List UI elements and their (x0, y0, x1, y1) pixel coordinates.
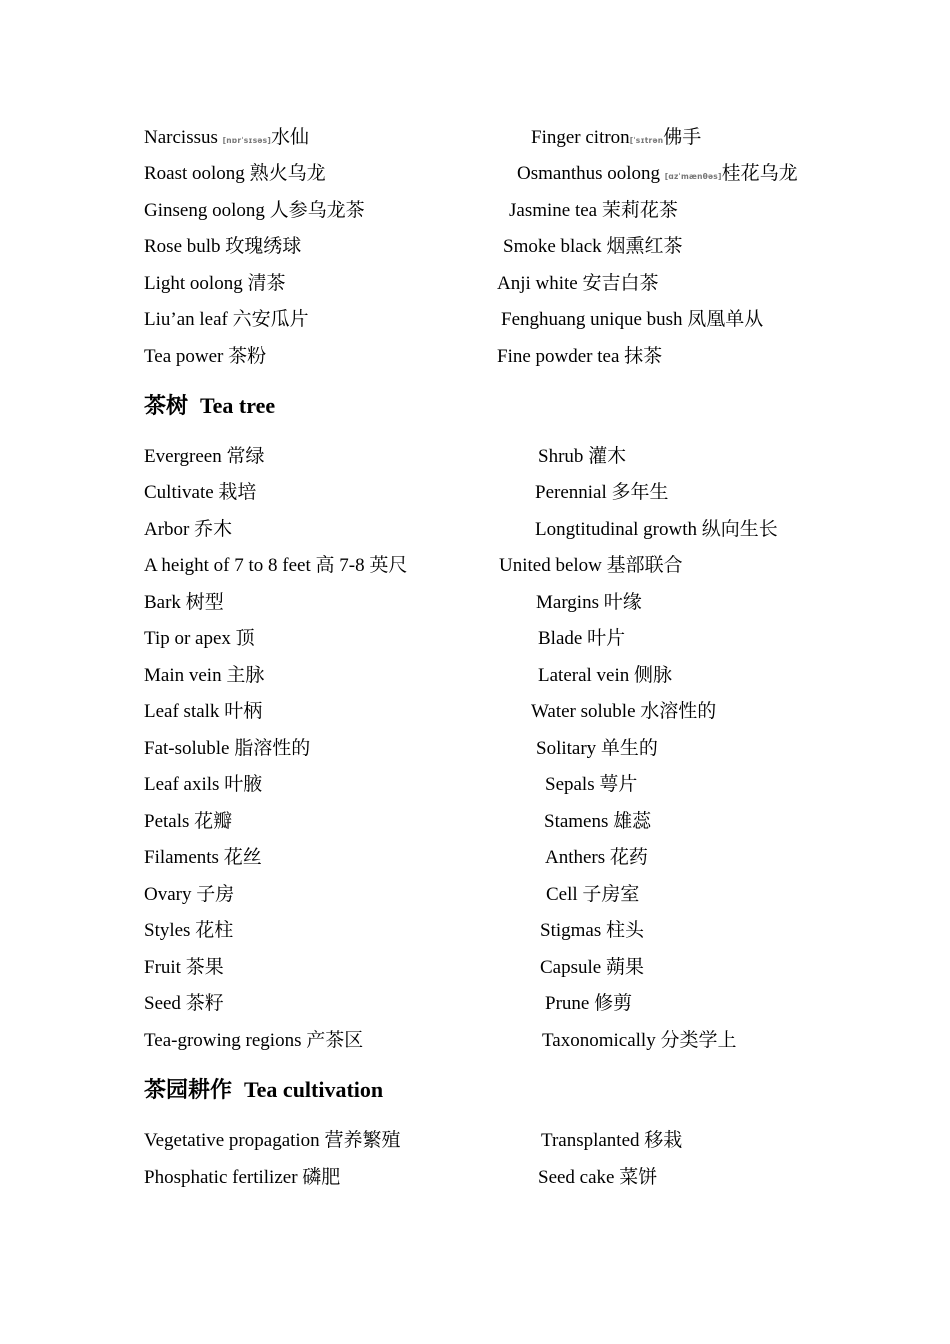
term-left: Tea-growing regions 产茶区 (144, 1030, 364, 1051)
vocab-row (0, 807, 950, 837)
term-right: Fenghuang unique bush 凤凰单从 (501, 309, 764, 330)
term-right: Perennial 多年生 (535, 482, 669, 503)
term-left: Vegetative propagation 营养繁殖 (144, 1130, 401, 1151)
term-left: Fat-soluble 脂溶性的 (144, 738, 311, 759)
vocab-row (0, 588, 950, 618)
term-right: Jasmine tea 茉莉花茶 (509, 200, 678, 221)
vocab-row (0, 770, 950, 800)
vocab-row (0, 515, 950, 545)
term-right: Margins 叶缘 (536, 592, 642, 613)
term-right: Solitary 单生的 (536, 738, 658, 759)
term-left: Styles 花柱 (144, 920, 234, 941)
phonetic-left: [nɒrˈsɪsəs] (222, 136, 271, 145)
term-left: Fruit 茶果 (144, 957, 224, 978)
vocab-row (0, 1026, 950, 1056)
term-left: Seed 茶籽 (144, 993, 224, 1014)
vocab-row (0, 478, 950, 508)
term-right: Smoke black 烟熏红茶 (503, 236, 683, 257)
term-left: Petals 花瓣 (144, 811, 233, 832)
vocab-row (0, 196, 950, 226)
term-left: Main vein 主脉 (144, 665, 265, 686)
term-right: Stamens 雄蕊 (544, 811, 652, 832)
term-left: Tip or apex 顶 (144, 628, 255, 649)
vocab-row (0, 843, 950, 873)
term-right: Longtitudinal growth 纵向生长 (535, 519, 778, 540)
vocab-row (0, 734, 950, 764)
term-left: A height of 7 to 8 feet 高 7-8 英尺 (144, 555, 408, 576)
section-heading-tea-cultivation: 茶园耕作 Tea cultivation (144, 1077, 384, 1102)
term-right: Lateral vein 侧脉 (538, 665, 673, 686)
term-right: Shrub 灌木 (538, 446, 627, 467)
vocab-row (0, 697, 950, 727)
term-left: Evergreen 常绿 (144, 446, 265, 467)
vocab-row (0, 123, 950, 153)
vocab-row (0, 232, 950, 262)
vocab-row (0, 953, 950, 983)
term-left: Cultivate 栽培 (144, 482, 257, 503)
phonetic-right: [ɑzˈmænθəs] (664, 172, 722, 181)
term-right: Anji white 安吉白茶 (497, 273, 659, 294)
term-right: Sepals 萼片 (545, 774, 638, 795)
term-right: Capsule 蒴果 (540, 957, 644, 978)
term-left: Bark 树型 (144, 592, 224, 613)
term-right: Osmanthus oolong [ɑzˈmænθəs]桂花乌龙 (517, 163, 798, 184)
vocab-row (0, 880, 950, 910)
term-left: Ginseng oolong 人参乌龙茶 (144, 200, 365, 221)
term-left: Liu’an leaf 六安瓜片 (144, 309, 309, 330)
vocab-row (0, 989, 950, 1019)
term-left: Leaf stalk 叶柄 (144, 701, 263, 722)
term-left: Phosphatic fertilizer 磷肥 (144, 1167, 341, 1188)
term-left: Filaments 花丝 (144, 847, 262, 868)
vocab-row (0, 342, 950, 372)
term-right: Fine powder tea 抹茶 (497, 346, 663, 367)
phonetic-right: [ˈsɪtrən (629, 136, 664, 145)
vocab-row (0, 1126, 950, 1156)
term-right: Finger citron[ˈsɪtrən佛手 (531, 127, 702, 148)
vocab-row (0, 305, 950, 335)
vocab-row (0, 551, 950, 581)
term-right: Water soluble 水溶性的 (531, 701, 717, 722)
term-right: Blade 叶片 (538, 628, 626, 649)
term-left: Ovary 子房 (144, 884, 235, 905)
vocab-row (0, 159, 950, 189)
vocab-row (0, 661, 950, 691)
section-heading-tea-tree: 茶树 Tea tree (144, 393, 276, 418)
vocab-row (0, 442, 950, 472)
term-left: Leaf axils 叶腋 (144, 774, 263, 795)
term-right: Transplanted 移栽 (541, 1130, 683, 1151)
vocab-row (0, 624, 950, 654)
term-left: Tea power 茶粉 (144, 346, 267, 367)
term-left: Narcissus [nɒrˈsɪsəs]水仙 (144, 127, 309, 148)
term-left: Arbor 乔木 (144, 519, 233, 540)
term-right: Taxonomically 分类学上 (542, 1030, 737, 1051)
term-right: Prune 修剪 (545, 993, 633, 1014)
term-right: Seed cake 菜饼 (538, 1167, 658, 1188)
vocab-row (0, 1163, 950, 1193)
term-left: Rose bulb 玫瑰绣球 (144, 236, 302, 257)
term-right: Stigmas 柱头 (540, 920, 644, 941)
vocab-row (0, 269, 950, 299)
term-left: Light oolong 清茶 (144, 273, 286, 294)
term-right: Cell 子房室 (546, 884, 640, 905)
term-right: United below 基部联合 (499, 555, 683, 576)
term-right: Anthers 花药 (545, 847, 648, 868)
term-left: Roast oolong 熟火乌龙 (144, 163, 326, 184)
vocab-row (0, 916, 950, 946)
